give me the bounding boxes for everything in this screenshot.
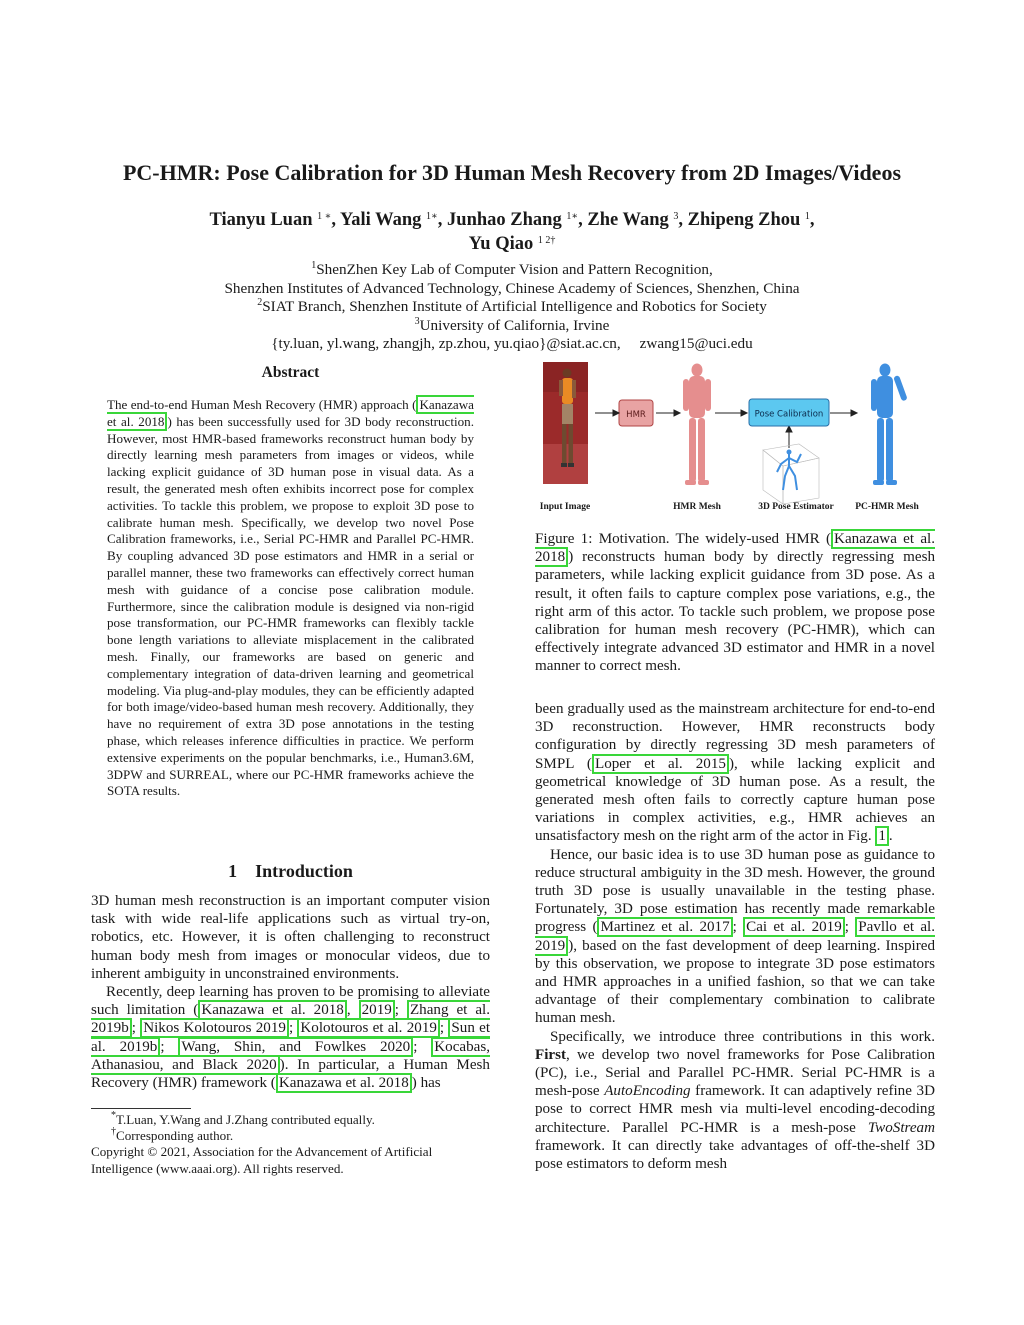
hmr-box — [619, 400, 653, 426]
hmr-mesh — [683, 364, 711, 486]
affiliation-1: $^1$ShenZhen Key Lab of Computer Vision and Pattern Recognition, — [311, 260, 713, 278]
pose-calibration-box — [749, 399, 829, 426]
figure-link[interactable]: 1 — [875, 826, 889, 846]
affiliation-1b: Shenzhen Institutes of Advanced Technology, Chinese Academy of Sciences, Shenzhen, China — [224, 279, 800, 297]
pose-estimator-plot — [763, 444, 819, 504]
author-line-1: Tianyu Luan $^{1 ∗}$, Yali Wang $^{1∗}$, Junhao Zhang $^{1∗}$, Zhe Wang $^3$, Zhipeng Zhou $^1$, — [209, 210, 815, 230]
citation-link[interactable]: Pavllo et al. 2019 — [535, 919, 935, 954]
footnote-rule — [91, 1108, 191, 1109]
affiliation-2: $^2$SIAT Branch, Shenzhen Institute of Artificial Intelligence and Robotics for Society — [257, 297, 767, 315]
footnotes — [91, 1112, 490, 1177]
citation-link[interactable]: Kanazawa et al. 2018 — [107, 397, 474, 429]
author: , Zhipeng Zhou — [678, 210, 801, 230]
emails: {ty.luan, yl.wang, zhangjh, zp.zhou, yu.qiao}@siat.ac.cn, zwang15@uci.edu — [271, 335, 753, 352]
figure-label-input-image: Input Image — [539, 502, 591, 512]
figure-label-hmr-mesh: HMR Mesh — [673, 502, 721, 512]
footnote-1: *T.Luan, Y.Wang and J.Zhang contributed equally. — [111, 1110, 375, 1127]
author: , Zhe Wang — [578, 210, 669, 230]
abstract — [107, 364, 474, 800]
figure-1-caption: Figure 1: Motivation. The widely-used HMR ( Kanazawa et al. 2018 ) reconstructs human body by directly regressing mesh parameters, while lacking explicit guidance from 3D pose. As a result, it often fails to capture complex pose variations, e.g., the right arm of this actor. To tackle such problem, we propose pose calibration for human mesh recovery (PC-HMR), which can effectively integrate advanced 3D estimator and HMR in a novel manner to correct mesh. — [535, 531, 936, 675]
citation-link[interactable]: Kanazawa et al. 2018 — [276, 1073, 412, 1093]
author-line-2: Yu Qiao $^{1 2\dagger}$ — [468, 234, 556, 254]
affiliations — [0, 261, 1024, 354]
author: , Junhao Zhang — [437, 210, 562, 230]
right-paragraph-2: Hence, our basic idea is to use 3D human pose as guidance to reduce structural ambiguity in the 3D mesh. However, the ground truth 3D pose is usually unavailable in the testing phase. Fortunately, 3D pose estimation has recently made remarkable progress ( Martinez et al. 2017 ; Cai et al. 2019 ; Pavllo et al. 2019 ), based on the fast development of deep learning. Inspired by this observation, we propose to integrate 3D pose estimators and HMR approaches in a unified fashion, so that we can take advantage of their complementary combination to calibrate human mesh. — [535, 846, 935, 1027]
citation-link[interactable]: Loper et al. 2015 — [592, 754, 729, 774]
intro-paragraph-2: Recently, deep learning has proven to be promising to alleviate such limitation ( Kanazawa et al. 2018 , 2019 ; Zhang et al. 2019b ; Nikos Kolotouros 2019 ; Kolotouros et al. 2019 ; Sun et al. 2019b ; Wang, Shin, and Fowlkes 2020 ; Kocabas, Athanasiou, and Black 2020 ). In particular, a Human Mesh Recovery (HMR) framework ( Kanazawa et al. 2018 ) has — [91, 984, 491, 1092]
citation-link[interactable]: Martinez et al. 2017 — [597, 917, 732, 937]
svg-text:Pose Calibration: Pose Calibration — [754, 409, 824, 420]
citation-link[interactable]: Kocabas, Athanasiou, and Black 2020 — [91, 1038, 491, 1073]
citation-link[interactable]: Kolotouros et al. 2019 — [297, 1018, 440, 1038]
right-column-body — [535, 700, 935, 1173]
footnote-2: †Corresponding author. — [111, 1126, 234, 1144]
citation-link[interactable]: 2019 — [359, 1000, 395, 1020]
input-image — [543, 362, 588, 484]
abstract-heading: Abstract — [261, 364, 320, 381]
right-paragraph-1: been gradually used as the mainstream architecture for end-to-end 3D reconstruction. However, HMR reconstructs body configuration by directly regressing 3D mesh parameters of SMPL ( Loper et al. 2015 ), while lacking explicit and geometrical knowledge of 3D human pose. As a result, the generated mesh often fails to correctly capture human pose variations in complex activities, e.g., HMR achieves an unsatisfactory mesh on the right arm of the actor in Fig. 1 . — [535, 701, 935, 845]
citation-link[interactable]: Nikos Kolotouros 2019 — [140, 1018, 289, 1038]
section-heading-introduction: 1 Introduction — [228, 861, 353, 881]
right-paragraph-3: Specifically, we introduce three contributions in this work. First, we develop two novel frameworks for Pose Calibration (PC), i.e., Serial and Parallel PC-HMR. Serial PC-HMR is a mesh-pose AutoEncoding framework. It can adaptively refine 3D pose to correct HMR mesh via multi-level encoding-decoding architecture. Parallel PC-HMR is a mesh-pose TwoStream framework. It can directly take advantages of off-the-shelf 3D pose estimators to deform mesh — [535, 1028, 935, 1173]
citation-link[interactable]: Cai et al. 2019 — [743, 917, 845, 937]
affiliation-3: $^3$University of California, Irvine — [414, 315, 610, 334]
citation-link[interactable]: Wang, Shin, and Fowlkes 2020 — [178, 1037, 413, 1057]
figure-1-diagram — [535, 362, 935, 522]
paper-title: PC-HMR: Pose Calibration for 3D Human Mesh Recovery from 2D Images/Videos — [122, 160, 902, 185]
figure-label-pc-hmr-mesh: PC-HMR Mesh — [855, 502, 919, 512]
abstract-text: The end-to-end Human Mesh Recovery (HMR) approach ( Kanazawa et al. 2018 ) has been successfully used for 3D body reconstruction. However, most HMR-based frameworks reconstruct human body by directly learning mesh parameters from images or videos, while lacking explicit guidance of 3D human pose in visual data. As a result, the generated mesh often exhibits incorrect pose for complex activities. To tackle this problem, we propose to exploit 3D pose to calibrate human mesh. Specifically, we develop two novel Pose Calibration frameworks, i.e., Serial PC-HMR and Parallel PC-HMR. By coupling advanced 3D pose estimators and HMR in a serial or parallel manner, these two frameworks can effectively correct human mesh with guidance of a concise pose calibration module. Furthermore, since the calibration module is designed via non-rigid pose transformation, our PC-HMR frameworks can flexibly tackle bone length variations to alleviate misplacement in the calibrated mesh. Finally, our frameworks are based on generic and complementary integration of data-driven learning and geometrical modeling. Via plug-and-play modules, they can be efficiently adapted for both image/video-based human mesh recovery. Additionally, they have no requirement of extra 3D pose annotations in the testing phase, which releases inference difficulties in practice. We perform extensive experiments on the popular benchmarks, i.e., Human3.6M, 3DPW and SURREAL, where our PC-HMR frameworks achieve the SOTA results. — [107, 397, 474, 799]
copyright-notice: Copyright © 2021, Association for the Advancement of Artificial Intelligence (www.aaai.org). All rights reserved. — [91, 1144, 433, 1176]
figure-label-3d-pose-estimator: 3D Pose Estimator — [758, 502, 834, 512]
citation-link[interactable]: Kanazawa et al. 2018 — [535, 531, 936, 566]
intro-body — [91, 892, 490, 1092]
author: Tianyu Luan — [209, 210, 313, 230]
pc-hmr-mesh — [871, 364, 908, 486]
intro-paragraph-1: 3D human mesh reconstruction is an important computer vision task with wide real-life applications such as virtual try-on, robotics, etc. However, it is often challenging to reconstruct human body mesh from images or monocular videos, due to inherent ambiguity in unconstrained environments. — [91, 893, 490, 982]
svg-text:HMR: HMR — [626, 410, 646, 420]
citation-link[interactable]: Sun et al. 2019b — [91, 1020, 491, 1055]
author: , Yali Wang — [331, 210, 422, 230]
author: Yu Qiao — [468, 234, 534, 254]
figure-1 — [535, 362, 935, 522]
citation-link[interactable]: Zhang et al. 2019b — [91, 1002, 491, 1037]
citation-link[interactable]: Kanazawa et al. 2018 — [198, 1000, 347, 1020]
